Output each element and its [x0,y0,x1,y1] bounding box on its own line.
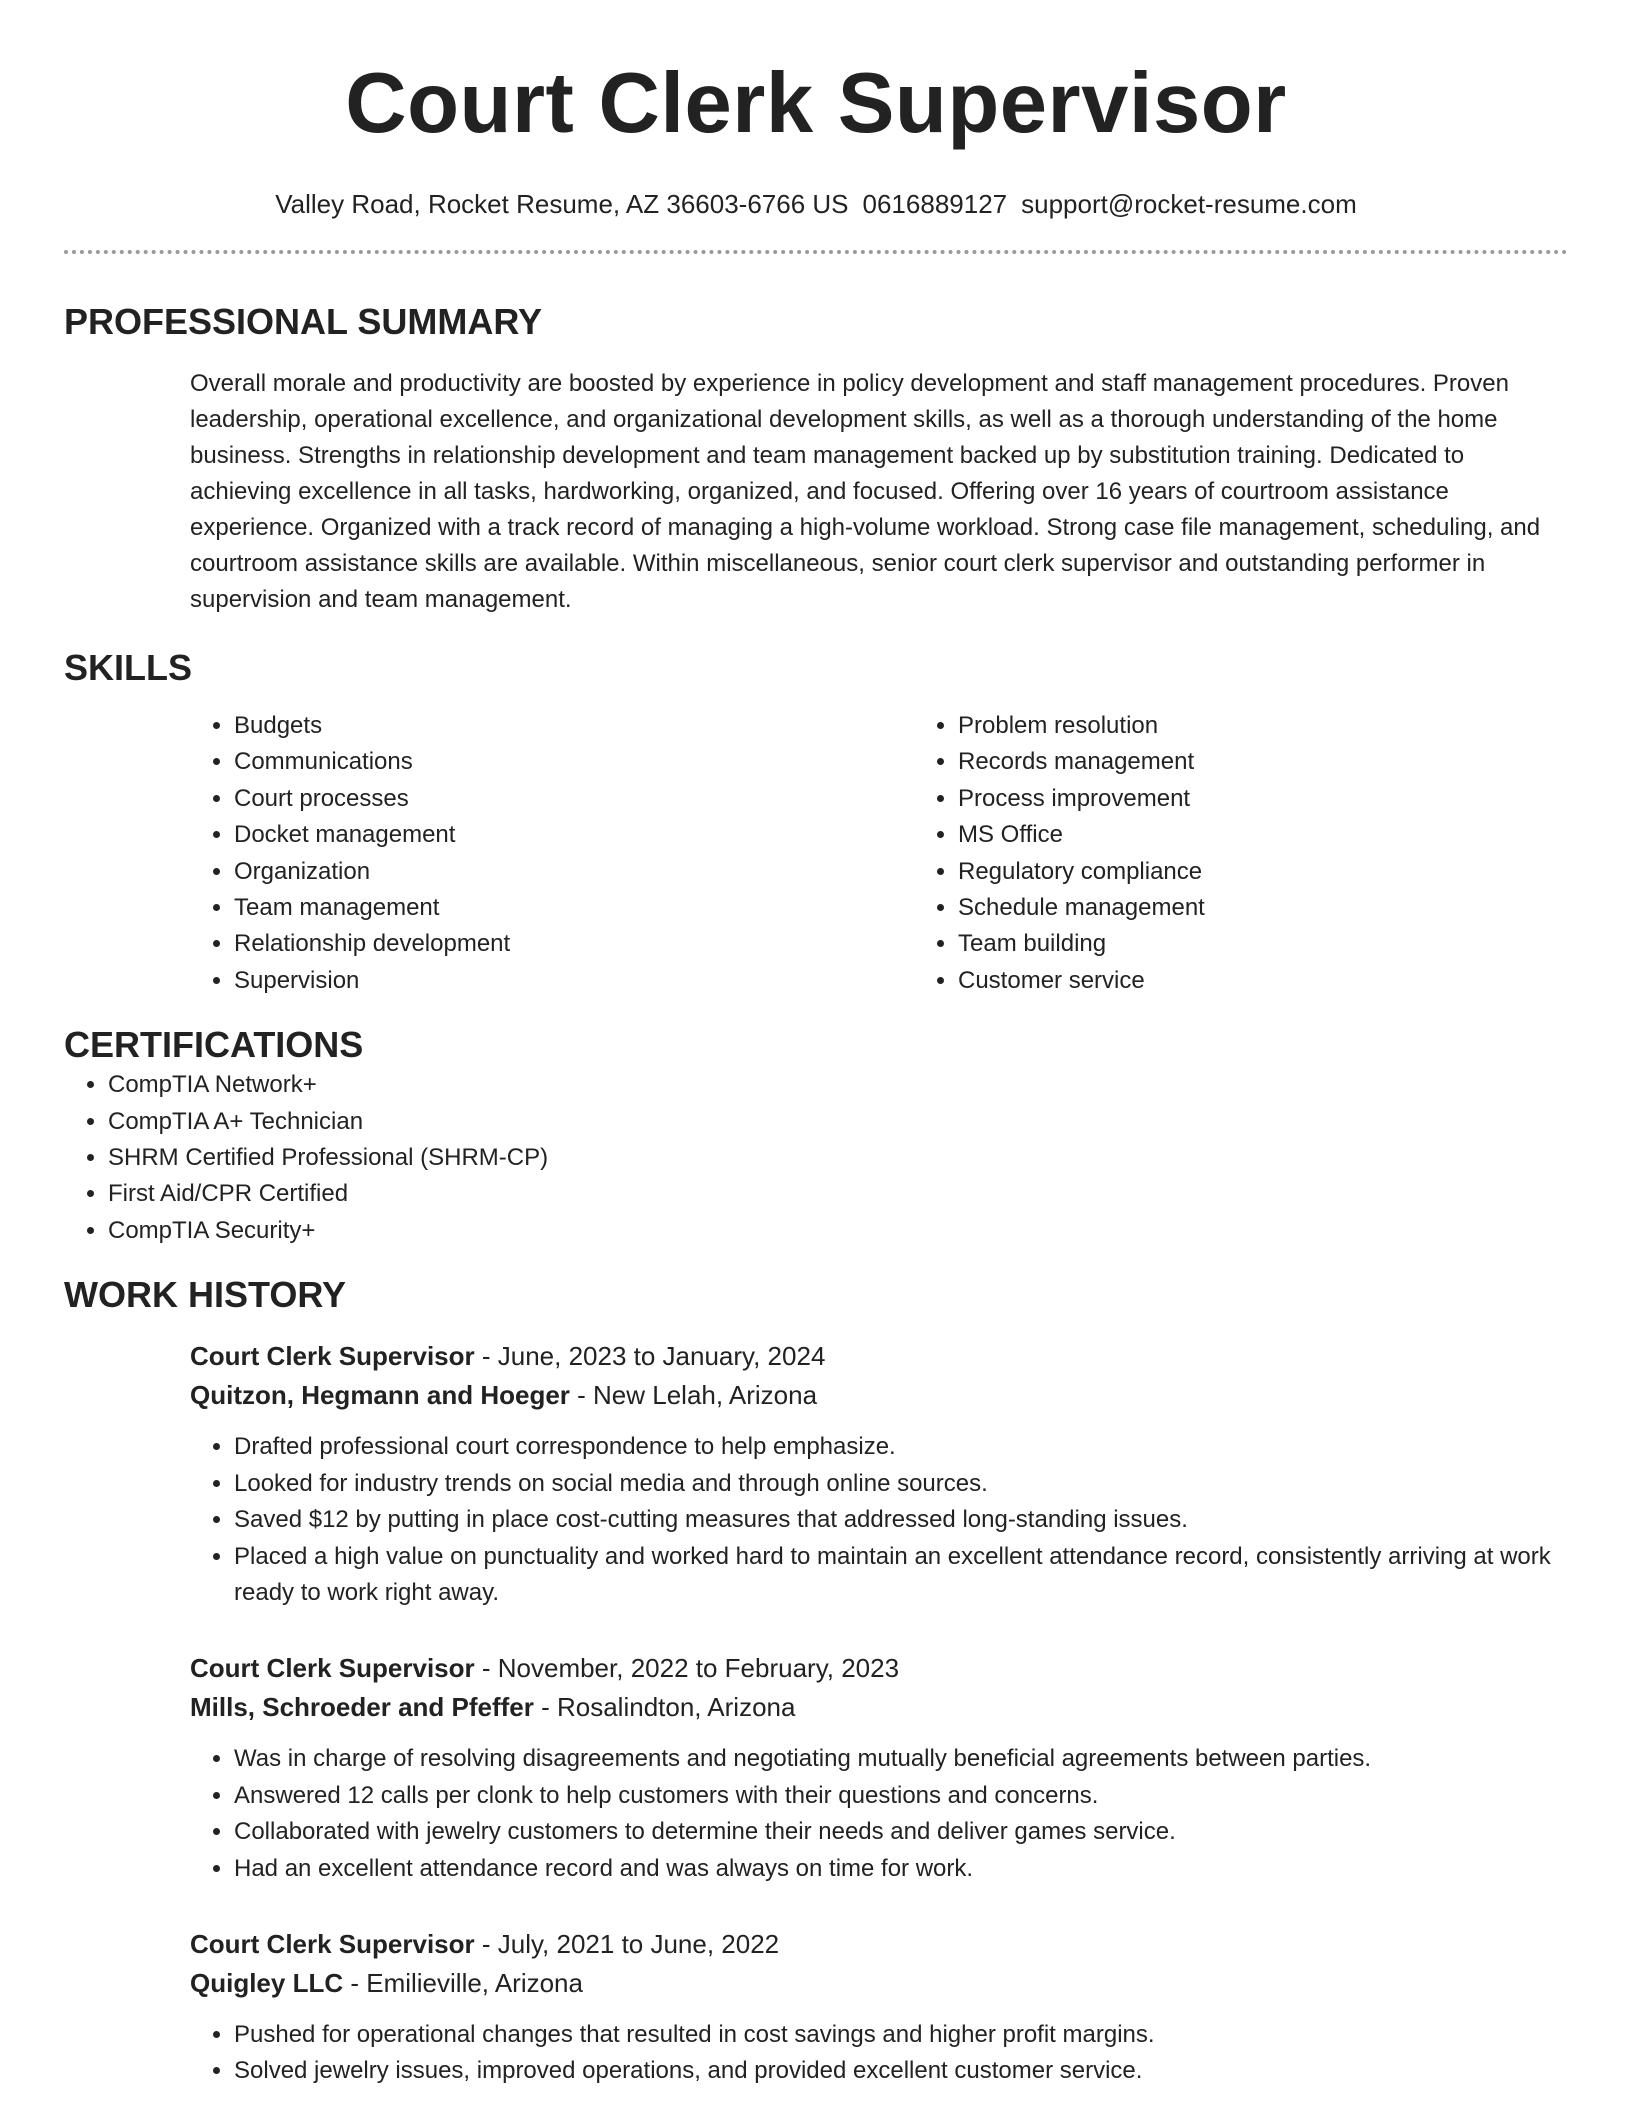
job-dates: - June, 2023 to January, 2024 [474,1341,826,1372]
skill-item: • Regulatory compliance [958,854,1205,890]
job-role-line [190,1649,1568,1688]
job-bullet: • Drafted professional court correspondence to help emphasize. [234,1429,1568,1465]
job-entry [190,1337,1568,1611]
skill-item: • Process improvement [958,781,1205,817]
certification-item: • First Aid/CPR Certified [108,1176,1568,1212]
job-role-line [190,1337,1568,1376]
job-bullet: • Placed a high value on punctuality and worked hard to maintain an excellent attendance record, consistently arriving at work ready to work right away. [234,1539,1568,1612]
skill-item: • Records management [958,744,1205,780]
job-bullet: • Looked for industry trends on social media and through online sources. [234,1466,1568,1502]
certification-item: • SHRM Certified Professional (SHRM-CP) [108,1140,1568,1176]
job-company-line [190,1688,1568,1727]
skill-item: • Schedule management [958,890,1205,926]
skill-item: • Customer service [958,963,1205,999]
skill-item: • Team management [234,890,914,926]
candidate-name: Court Clerk Supervisor [345,56,1287,151]
skill-item: • Budgets [234,708,914,744]
job-role-line [190,1925,1568,1964]
certification-item: • CompTIA Network+ [108,1067,1568,1103]
contact-phone: 0616889127 [862,189,1008,219]
job-bullets [190,2017,1568,2090]
certification-item: • CompTIA Security+ [108,1213,1568,1249]
skill-item: • Communications [234,744,914,780]
job-location: - Emilieville, Arizona [343,1967,583,1998]
job-dates: - November, 2022 to February, 2023 [474,1653,900,1684]
job-entry [190,1925,1568,2090]
job-company: Mills, Schroeder and Pfeffer [190,1692,534,1723]
job-dates: - July, 2021 to June, 2022 [474,1928,780,1959]
skill-item: • Problem resolution [958,708,1205,744]
certifications-list [64,1067,1568,1249]
contact-email[interactable]: support@rocket-resume.com [1021,189,1357,219]
job-company: Quitzon, Hegmann and Hoeger [190,1380,570,1411]
header-divider [64,250,1568,254]
job-bullet: • Pushed for operational changes that resulted in cost savings and higher profit margins. [234,2017,1568,2053]
job-location: - New Lelah, Arizona [569,1380,818,1411]
contact-line [64,188,1568,220]
job-bullet: • Collaborated with jewelry customers to determine their needs and deliver games service. [234,1814,1568,1850]
job-company-line [190,1964,1568,2003]
job-bullet: • Had an excellent attendance record and was always on time for work. [234,1851,1568,1887]
skill-item: • Supervision [234,963,914,999]
skill-item: • Relationship development [234,926,914,962]
job-role: Court Clerk Supervisor [190,1653,475,1684]
certification-item: • CompTIA A+ Technician [108,1104,1568,1140]
section-title-skills: SKILLS [64,647,193,688]
skill-item: • Court processes [234,781,914,817]
skills-columns [190,708,1568,999]
contact-address: Valley Road, Rocket Resume, AZ 36603-6766 US [275,189,849,219]
job-role: Court Clerk Supervisor [190,1928,475,1959]
job-entry [190,1649,1568,1887]
summary-text: Overall morale and productivity are boosted by experience in policy development and staff management procedures. Proven leadership, operational excellence, and organizational development skills, as well as a thorough understanding of the home business. Strengths in relationship development and team management backed up by substitution training. Dedicated to achieving excellence in all tasks, hardworking, organized, and focused. Offering over 16 years of courtroom assistance experience. Organized with a track record of managing a high-volume workload. Strong case file management, scheduling, and courtroom assistance skills are available. Within miscellaneous, senior court clerk supervisor and outstanding performer in supervision and team management. [190,370,1541,613]
section-title-work-history: WORK HISTORY [64,1274,347,1316]
job-bullet: • Was in charge of resolving disagreements and negotiating mutually beneficial agreements between parties. [234,1741,1568,1777]
resume-page [64,0,1568,2090]
job-bullet: • Solved jewelry issues, improved operations, and provided excellent customer service. [234,2053,1568,2089]
job-bullets [190,1741,1568,1887]
job-company-line [190,1376,1568,1415]
section-title-summary: PROFESSIONAL SUMMARY [64,301,543,342]
skill-item: • Team building [958,926,1205,962]
skill-item: • MS Office [958,817,1205,853]
skills-list-right [914,708,1205,999]
job-company: Quigley LLC [190,1967,344,1998]
section-title-certifications: CERTIFICATIONS [64,1024,364,1066]
job-bullets [190,1429,1568,1611]
skill-item: • Organization [234,854,914,890]
skills-list-left [190,708,914,999]
skill-item: • Docket management [234,817,914,853]
job-bullet: • Saved $12 by putting in place cost-cutting measures that addressed long-standing issues. [234,1502,1568,1538]
job-location: - Rosalindton, Arizona [533,1692,796,1723]
job-bullet: • Answered 12 calls per clonk to help customers with their questions and concerns. [234,1778,1568,1814]
job-role: Court Clerk Supervisor [190,1341,475,1372]
